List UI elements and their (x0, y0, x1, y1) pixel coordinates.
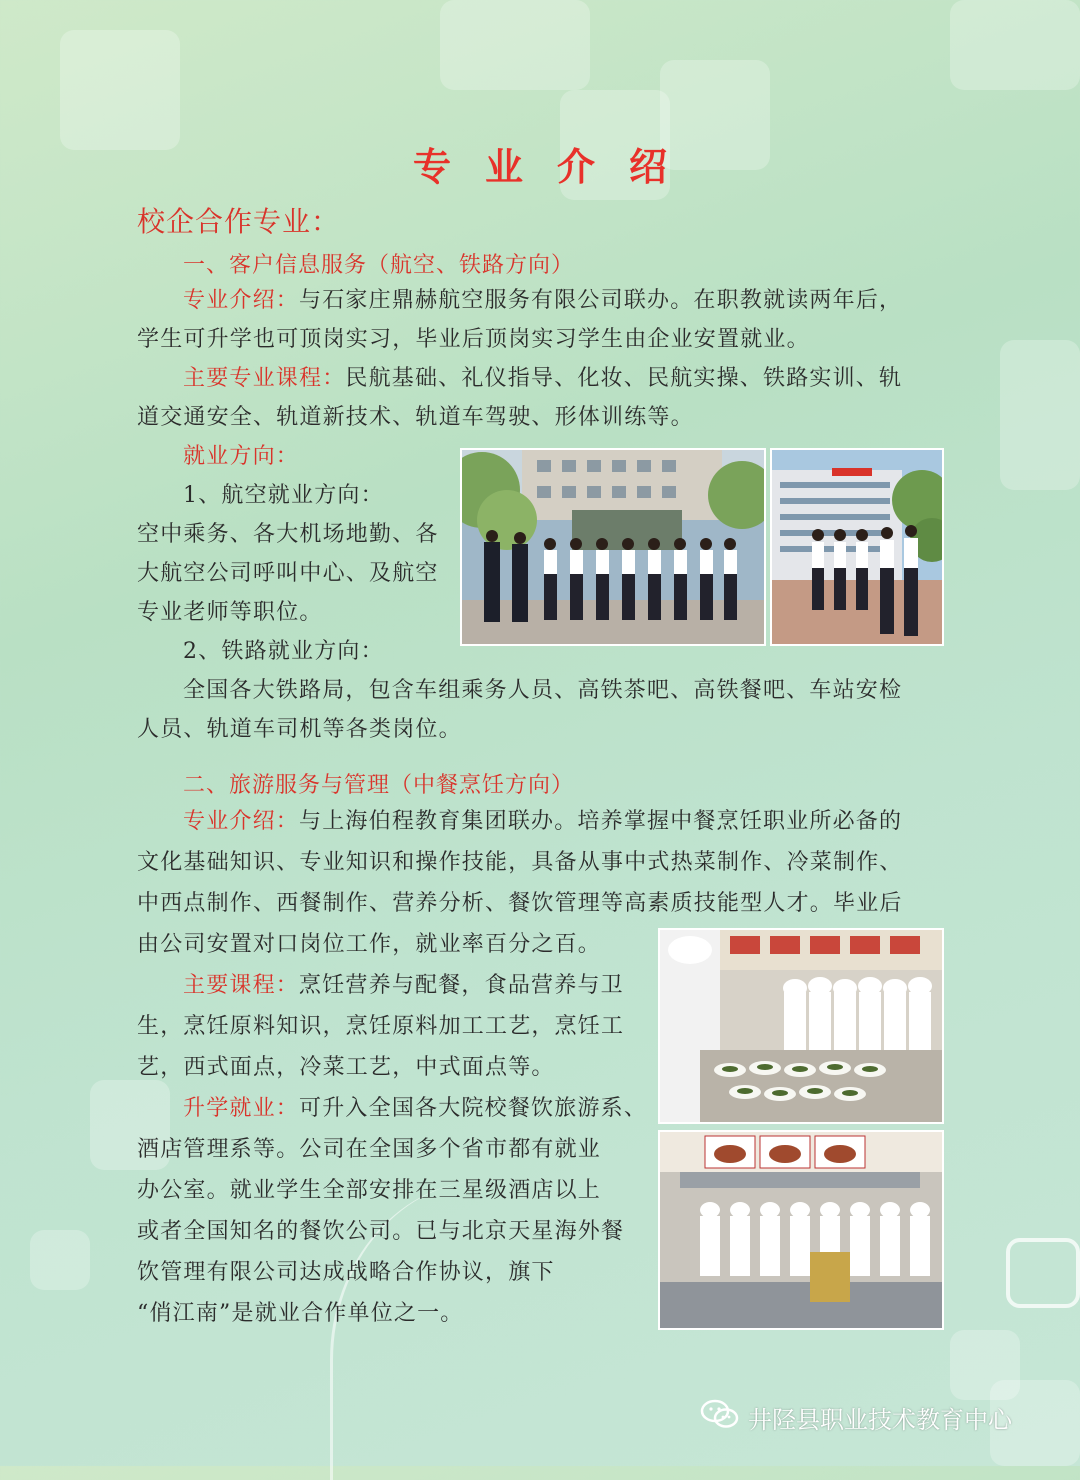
intro-text: 与上海伯程教育集团联办。培养掌握中餐烹饪职业所必备的 (299, 809, 903, 834)
wechat-icon (700, 1398, 740, 1436)
intro-text: 与石家庄鼎赫航空服务有限公司联办。在职教就读两年后， (299, 288, 903, 313)
bg-square (60, 30, 180, 150)
course-text: 道交通安全、轨道新技术、轨道车驾驶、形体训练等。 (137, 405, 694, 430)
further-study-text: “俏江南”是就业合作单位之一。 (137, 1301, 464, 1326)
footer-account (700, 1398, 1012, 1436)
further-study-text: 酒店管理系等。公司在全国多个省市都有就业 (137, 1137, 602, 1162)
photo-partner-company (770, 448, 944, 646)
course-label: 主要专业课程： (183, 366, 346, 391)
account-name: 井陉县职业技术教育中心 (748, 1405, 1012, 1434)
job-label: 就业方向： (183, 444, 300, 469)
aviation-text: 专业老师等职位。 (137, 600, 323, 625)
further-study-text: 或者全国知名的餐饮公司。已与北京天星海外餐 (137, 1219, 625, 1244)
section-heading: 校企合作专业： (137, 205, 341, 238)
aviation-text: 大航空公司呼叫中心、及航空 (137, 561, 439, 586)
bg-square (1000, 340, 1080, 490)
intro-label: 专业介绍： (183, 288, 300, 313)
major-2-heading: 二、旅游服务与管理（中餐烹饪方向） (183, 773, 575, 798)
intro-text: 中西点制作、西餐制作、营养分析、餐饮管理等高素质技能型人才。毕业后 (137, 891, 903, 916)
bg-square (950, 0, 1080, 90)
course-label: 主要课程： (183, 973, 300, 998)
rail-title: 2、铁路就业方向： (183, 639, 384, 664)
intro-text: 学生可升学也可顶岗实习，毕业后顶岗实习学生由企业安置就业。 (137, 327, 810, 352)
bg-square (30, 1230, 90, 1290)
further-study-label: 升学就业： (183, 1096, 300, 1121)
rail-text: 全国各大铁路局，包含车组乘务人员、高铁茶吧、高铁餐吧、车站安检 (183, 678, 903, 703)
aviation-title: 1、航空就业方向： (183, 483, 384, 508)
further-study-text: 办公室。就业学生全部安排在三星级酒店以上 (137, 1178, 602, 1203)
rail-text: 人员、轨道车司机等各类岗位。 (137, 717, 462, 742)
photo-cooking-class (658, 928, 944, 1124)
aviation-text: 空中乘务、各大机场地勤、各 (137, 522, 439, 547)
bg-square (440, 0, 590, 90)
major-1-heading: 一、客户信息服务（航空、铁路方向） (183, 253, 575, 278)
photo-aviation-students (460, 448, 766, 646)
course-text: 生，烹饪原料知识，烹饪原料加工工艺，烹饪工 (137, 1014, 625, 1039)
intro-text: 由公司安置对口岗位工作，就业率百分之百。 (137, 932, 602, 957)
intro-text: 文化基础知识、专业知识和操作技能，具备从事中式热菜制作、冷菜制作、 (137, 850, 903, 875)
course-text: 烹饪营养与配餐，食品营养与卫 (299, 973, 624, 998)
course-text: 民航基础、礼仪指导、化妆、民航实操、铁路实训、轨 (345, 366, 903, 391)
photo-kitchen-training (658, 1130, 944, 1330)
bg-outline-square (1006, 1238, 1080, 1308)
further-study-text: 可升入全国各大院校餐饮旅游系、 (299, 1096, 648, 1121)
further-study-text: 饮管理有限公司达成战略合作协议，旗下 (137, 1260, 555, 1285)
page-title: 专业介绍 (412, 145, 701, 189)
course-text: 艺，西式面点，冷菜工艺，中式面点等。 (137, 1055, 555, 1080)
intro-label: 专业介绍： (183, 809, 300, 834)
